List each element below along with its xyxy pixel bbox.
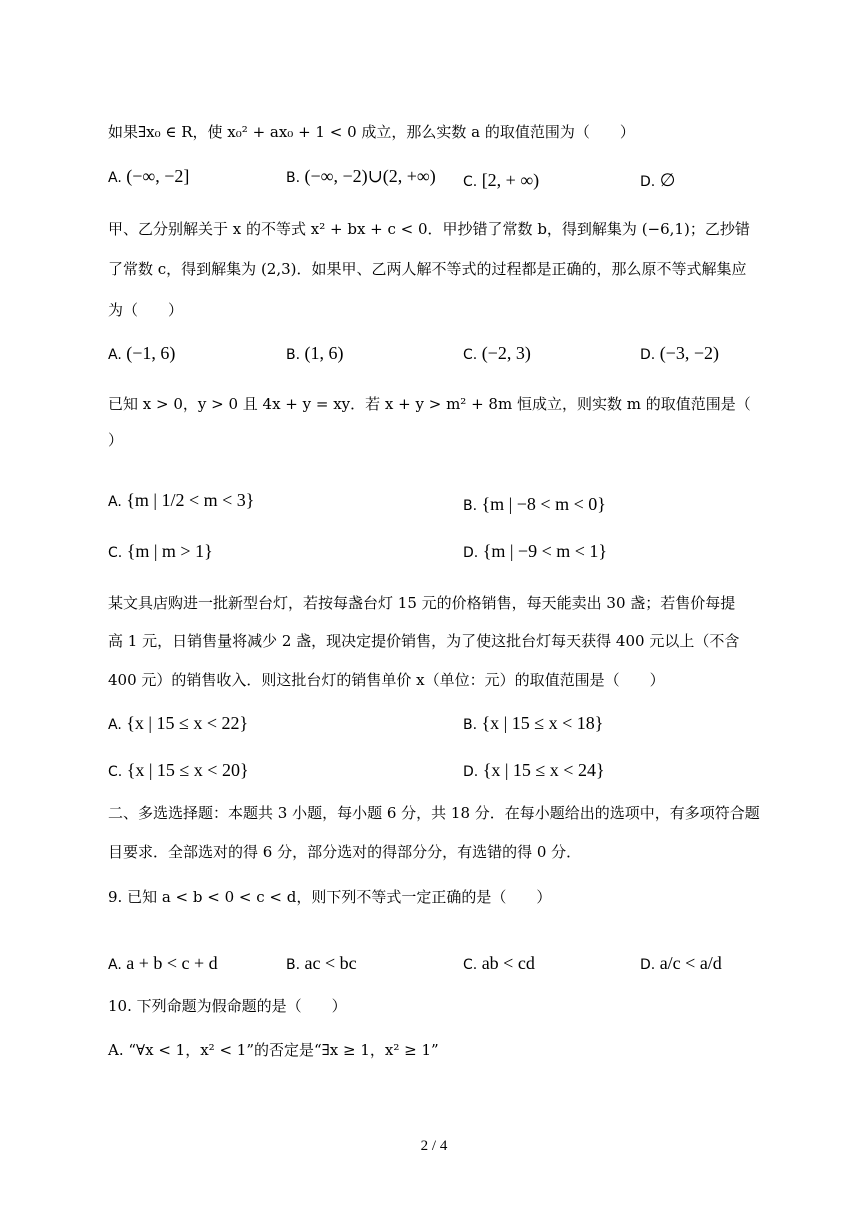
option-value: {m | −8 < m < 0} <box>481 494 606 514</box>
q6-option-c <box>463 343 531 365</box>
option-label: A. <box>108 347 127 363</box>
option-value: (1, 6) <box>304 343 344 363</box>
page-number: 2 / 4 <box>420 1138 448 1154</box>
option-label: D. <box>463 545 483 561</box>
option-value: ∅ <box>659 170 676 190</box>
option-value: (−∞, −2] <box>126 166 190 186</box>
q8-option-a <box>108 713 248 735</box>
option-value: (−1, 6) <box>126 343 176 363</box>
option-label: A. <box>108 170 127 186</box>
q8-option-b <box>463 713 603 735</box>
q7-option-b <box>463 494 606 516</box>
option-label: B. <box>463 498 482 514</box>
option-label: B. <box>286 347 305 363</box>
option-value: {m | −9 < m < 1} <box>482 541 608 561</box>
option-value: a + b < c + d <box>126 953 218 973</box>
option-label: C. <box>108 545 127 561</box>
question-6-line-2: 了常数 c，得到解集为 (2,3)．如果甲、乙两人解不等式的过程都是正确的，那么原不等式解集应 <box>108 260 747 278</box>
question-6-line-3: 为（ ） <box>108 301 184 319</box>
q6-option-a <box>108 343 175 365</box>
q8-option-d <box>463 760 605 782</box>
option-label: D. <box>640 347 660 363</box>
question-7-line-1: 已知 x > 0，y > 0 且 4x + y = xy．若 x + y > m² + 8m 恒成立，则实数 m 的取值范围是（ <box>108 395 751 413</box>
option-value: {m | 1/2 < m < 3} <box>126 490 255 510</box>
option-value: ab < cd <box>481 953 535 973</box>
question-8-line-2: 高 1 元，日销售量将减少 2 盏，现决定提价销售，为了使这批台灯每天获得 400 元以上（不含 <box>108 632 740 650</box>
question-7-line-2: ） <box>108 431 124 449</box>
section-2-line-2: 目要求．全部选对的得 6 分，部分选对的得部分分，有选错的得 0 分． <box>108 843 582 861</box>
q10-option-a: A. “∀x < 1，x² < 1”的否定是“∃x ≥ 1，x² ≥ 1” <box>108 1041 439 1059</box>
option-value: (−3, −2) <box>659 343 719 363</box>
option-label: D. <box>463 764 483 780</box>
q7-option-d <box>463 541 607 563</box>
option-value: ac < bc <box>304 953 357 973</box>
option-value: {x | 15 ≤ x < 24} <box>482 760 605 780</box>
option-label: C. <box>463 347 482 363</box>
q5-option-b <box>286 166 436 188</box>
option-value: a/c < a/d <box>659 953 722 973</box>
option-value: {x | 15 ≤ x < 18} <box>481 713 604 733</box>
option-label: B. <box>286 170 305 186</box>
q8-option-c <box>108 760 249 782</box>
option-value: [2, + ∞) <box>481 170 540 190</box>
option-label: C. <box>108 764 127 780</box>
q7-option-c <box>108 541 213 563</box>
q9-option-c <box>463 953 535 975</box>
q6-option-b <box>286 343 344 365</box>
option-label: D. <box>640 957 660 973</box>
question-5-stem: 如果∃x₀ ∈ R，使 x₀² + ax₀ + 1 < 0 成立，那么实数 a 的取值范围为（ ） <box>108 123 635 141</box>
option-value: {x | 15 ≤ x < 22} <box>126 713 249 733</box>
q9-option-a <box>108 953 218 975</box>
question-8-line-1: 某文具店购进一批新型台灯，若按每盏台灯 15 元的价格销售，每天能卖出 30 盏；若售价每提 <box>108 594 736 612</box>
option-label: B. <box>463 717 482 733</box>
section-2-line-1: 二、多选选择题：本题共 3 小题，每小题 6 分，共 18 分．在每小题给出的选项中，有多项符合题 <box>108 804 760 822</box>
q9-option-b <box>286 953 357 975</box>
option-label: D. <box>640 174 660 190</box>
option-label: A. <box>108 957 127 973</box>
q5-option-c <box>463 170 539 192</box>
option-label: A. <box>108 717 127 733</box>
option-label: A. <box>108 494 127 510</box>
question-6-line-1: 甲、乙分别解关于 x 的不等式 x² + bx + c < 0．甲抄错了常数 b，得到解集为 (−6,1)；乙抄错 <box>108 220 750 238</box>
option-label: C. <box>463 957 482 973</box>
option-value: {x | 15 ≤ x < 20} <box>126 760 249 780</box>
option-value: (−∞, −2)∪(2, +∞) <box>304 166 436 186</box>
q5-option-d <box>640 170 675 192</box>
q9-option-d <box>640 953 722 975</box>
option-value: {m | m > 1} <box>126 541 213 561</box>
option-label: C. <box>463 174 482 190</box>
q7-option-a <box>108 490 254 512</box>
question-10-stem: 10. 下列命题为假命题的是（ ） <box>108 997 347 1015</box>
option-label: B. <box>286 957 305 973</box>
option-value: (−2, 3) <box>481 343 531 363</box>
q6-option-d <box>640 343 719 365</box>
question-8-line-3: 400 元）的销售收入．则这批台灯的销售单价 x（单位：元）的取值范围是（ ） <box>108 671 665 689</box>
question-9-stem: 9. 已知 a < b < 0 < c < d，则下列不等式一定正确的是（ ） <box>108 888 552 906</box>
q5-option-a <box>108 166 189 188</box>
